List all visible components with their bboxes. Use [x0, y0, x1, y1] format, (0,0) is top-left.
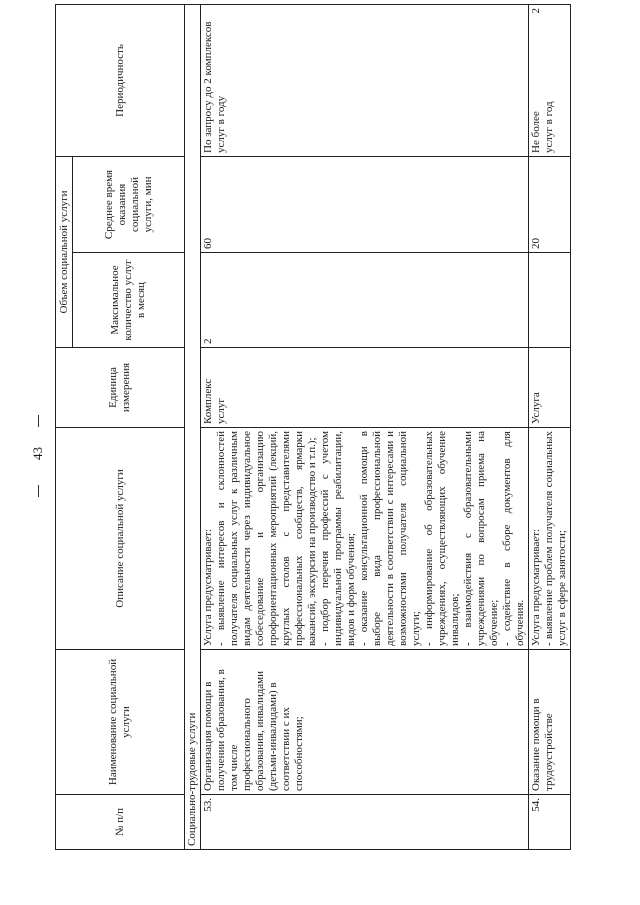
- header-volume: Объем социальной услуги: [56, 156, 73, 347]
- description-line: - выявление интересов и склонностей получателя социальных услуг к различным видам деятельности через индивидуальное собеседование и организацию профориентационных мероприятий (лекций, круглых столов с представителями профессиональных сообществ, ярмарки вакансий, экскурсии на производство и т.п.);: [215, 431, 318, 646]
- description-line: - взаимодействия с образовательными учреждениями по вопросам приема на обучение;: [462, 431, 500, 646]
- row-unit: Комплекс услуг: [201, 348, 529, 428]
- row-num: 53.: [201, 795, 529, 850]
- row-unit: Услуга: [529, 348, 571, 428]
- periodicity-number: 2: [530, 7, 542, 14]
- periodicity-suffix: услуг в год: [543, 101, 555, 153]
- description-line: Услуга предусматривает:: [530, 528, 542, 646]
- description-line: - выявление проблем получателя социальных услуг в сфере занятости;: [543, 431, 568, 646]
- description-line: - информирование об образовательных учреждениях, осуществляющих обучение инвалидов;: [423, 431, 461, 646]
- page-number-dash-left: [38, 485, 39, 497]
- row-description: [529, 428, 571, 650]
- table-row: [529, 4, 571, 849]
- header-avg-time: Среднее время оказания социальной услуги, мин: [73, 156, 185, 252]
- header-description: Описание социальной услуги: [56, 428, 185, 650]
- header-num: № п/п: [56, 795, 185, 850]
- page-number: 43: [30, 447, 45, 460]
- row-num: 54.: [529, 795, 571, 850]
- header-row-1: [56, 4, 73, 849]
- section-row: [185, 4, 201, 849]
- row-periodicity: [529, 4, 571, 156]
- services-table: [55, 4, 571, 850]
- header-unit: Единица измерения: [56, 348, 185, 428]
- row-periodicity: По запросу до 2 комплексов услуг в году: [201, 4, 529, 156]
- row-avg-time: 60: [201, 156, 529, 252]
- description-line: Услуга предусматривает:: [202, 528, 214, 646]
- header-max-quantity: Максимальное количество услуг в месяц: [73, 253, 185, 348]
- header-periodicity: Периодичность: [56, 4, 185, 156]
- page-number-dash-right: [38, 415, 39, 427]
- periodicity-prefix: Не более: [530, 111, 542, 153]
- row-avg-time: 20: [529, 156, 571, 252]
- header-name: Наименование социальной услуги: [56, 650, 185, 795]
- row-description: [201, 428, 529, 650]
- description-line: - содействие в сборе документов для обучения.: [501, 431, 526, 646]
- row-max-quantity: [529, 253, 571, 348]
- row-max-quantity: 2: [201, 253, 529, 348]
- row-name: Оказание помощи в трудоустройстве: [529, 650, 571, 795]
- section-title: Социально-трудовые услуги: [185, 4, 201, 849]
- row-name: Организация помощи в получении образования, в том числе профессионального образования, инвалидами (детьми-инвалидами) в соответствии с их способностями;: [201, 650, 529, 795]
- description-line: - оказание консультационной помощи в выборе вида профессиональной деятельности в соответствии с интересами и возможностями получателя социальной услуги;: [358, 431, 422, 646]
- table-row: [201, 4, 529, 849]
- description-line: - подбор перечня профессий с учетом индивидуальной программы реабилитации, видов и форм обучения;: [319, 431, 357, 646]
